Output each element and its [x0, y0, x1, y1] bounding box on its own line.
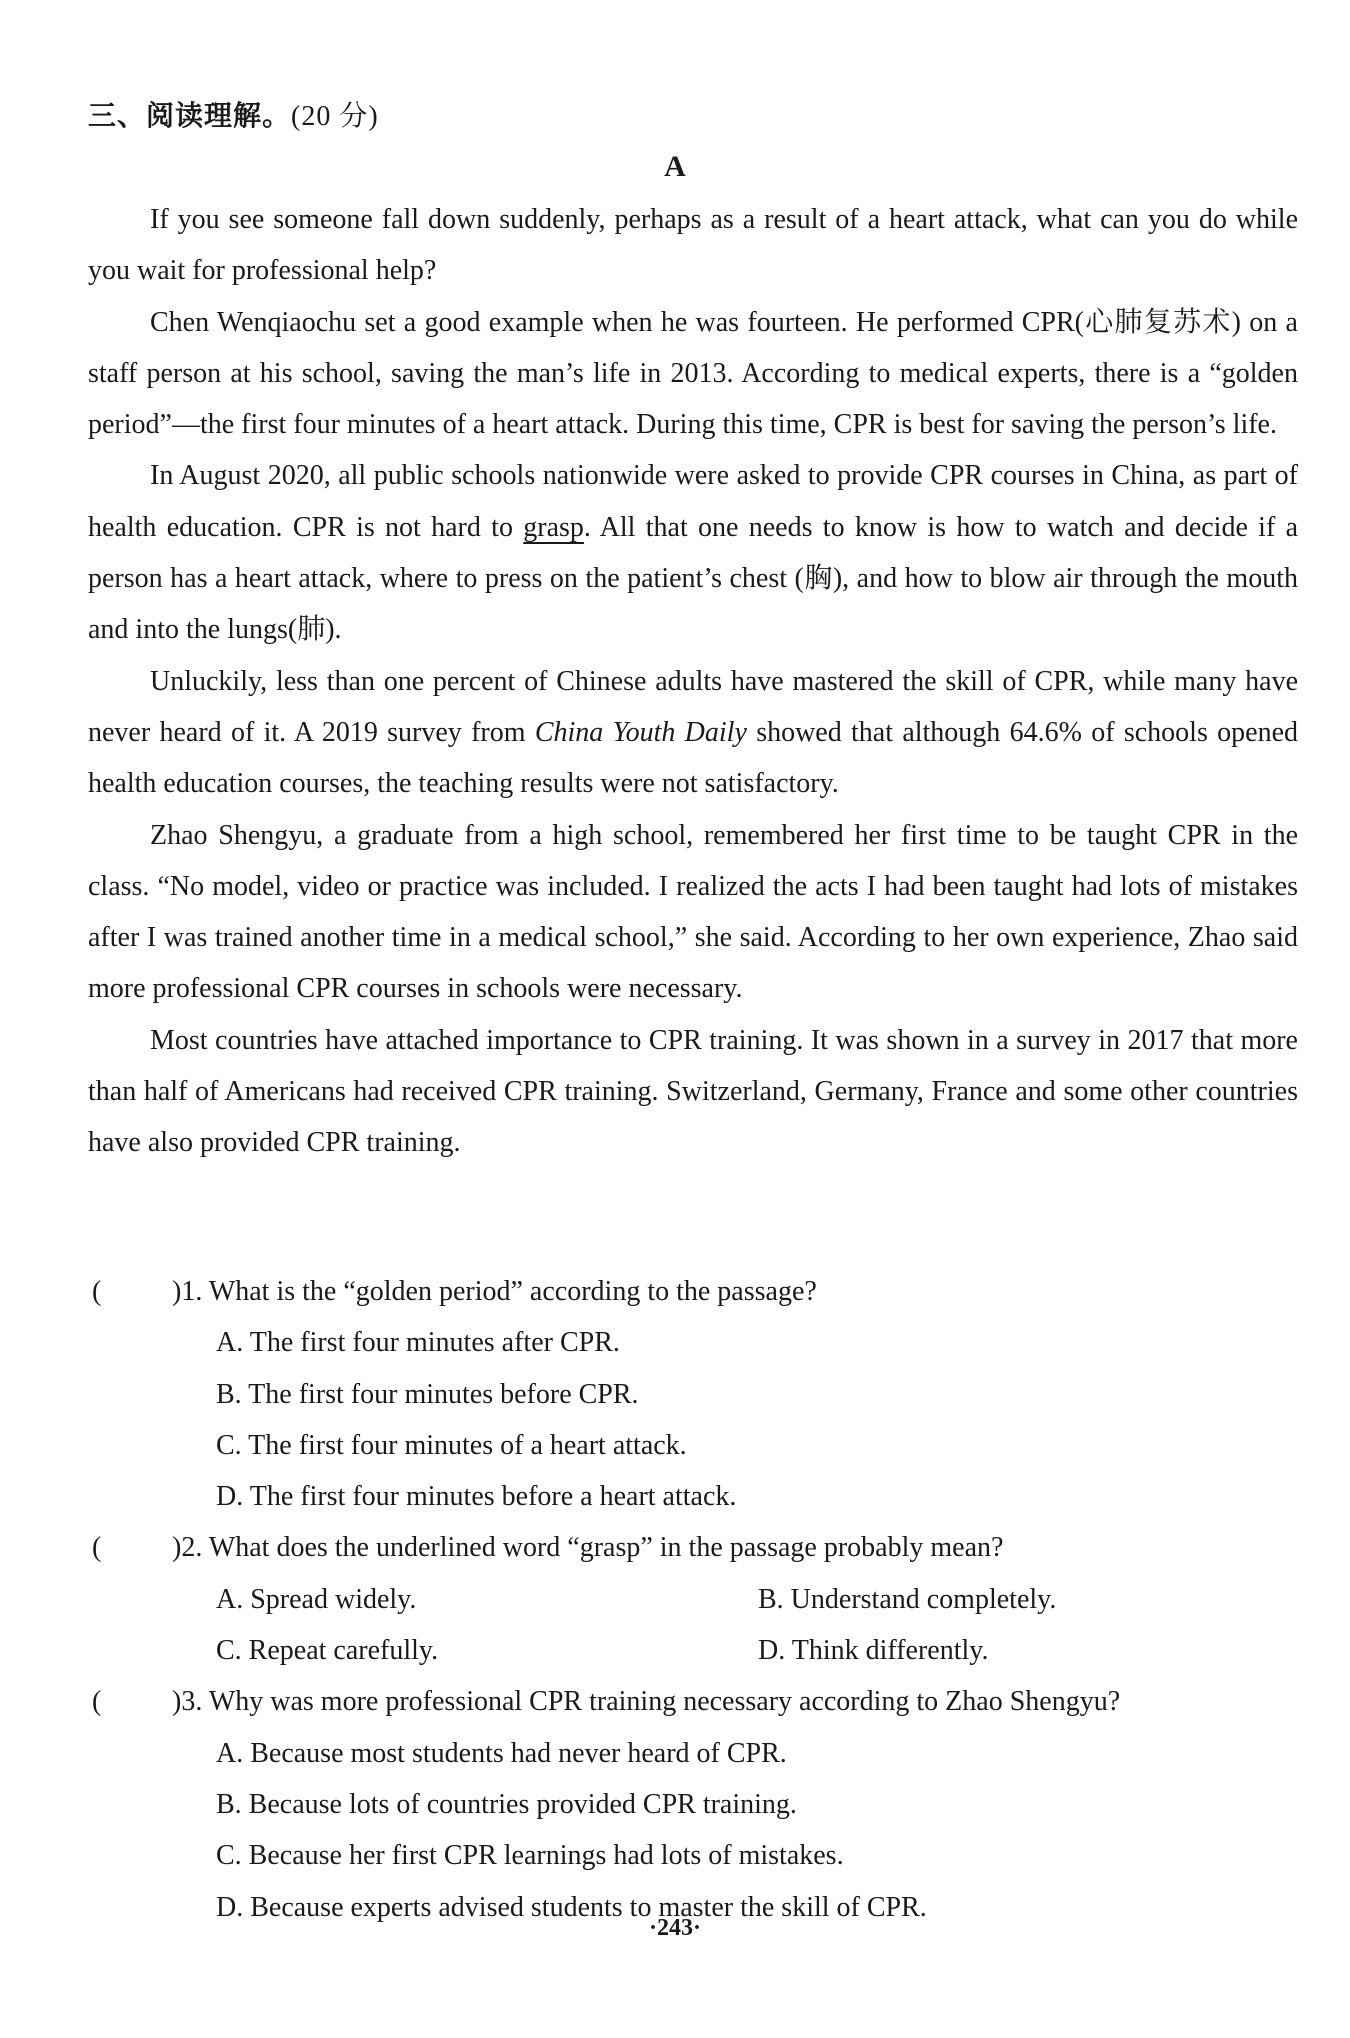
question-2-options-row-1 — [88, 1574, 1298, 1625]
section-heading — [88, 94, 379, 134]
question-2 — [88, 1522, 1298, 1573]
paragraph-5: Zhao Shengyu, a graduate from a high school, remembered her first time to be taught CPR in the class. “No model, video or practice was included. I realized the acts I had been taught had lots of mistakes after I was trained another time in a medical school,” she said. According to her own experience, Zhao said more professional CPR courses in schools were necessary. — [88, 819, 1298, 1005]
paragraph-3-part-b: . All that one needs to know is how to watch and decide if a person has a heart attack, where to press on the patient’s chest (胸), and how to blow air through the mouth and into the lungs(肺). — [88, 511, 1299, 646]
question-1-stem: )1. What is the “golden period” according to the passage? — [172, 1276, 817, 1307]
passage-label: A — [664, 150, 686, 183]
paragraph-2: Chen Wenqiaochu set a good example when he was fourteen. He performed CPR(心肺复苏术) on a staff person at his school, saving the man’s life in 2013. According to medical experts, there is a “golden period”—the first four minutes of a heart attack. During this time, CPR is best for saving the person’s life. — [88, 306, 1298, 441]
question-2-option-a: A. Spread widely. — [216, 1583, 417, 1615]
question-1-option-d: D. The first four minutes before a heart attack. — [216, 1481, 737, 1513]
question-2-option-c: C. Repeat carefully. — [216, 1635, 439, 1667]
question-3-option-d: D. Because experts advised students to master the skill of CPR. — [216, 1891, 927, 1923]
newspaper-title: China Youth Daily — [534, 716, 747, 748]
question-2-options-row-2 — [88, 1625, 1298, 1676]
paragraph-3 — [88, 450, 1298, 655]
page-number: ·243· — [648, 1915, 701, 1941]
section-title: 三、阅读理解。 — [88, 101, 292, 132]
answer-blank-open: ( — [92, 1532, 102, 1564]
answer-blank-open: ( — [92, 1276, 102, 1307]
underlined-word-grasp: grasp — [523, 511, 584, 543]
paragraph-6: Most countries have attached importance to CPR training. It was shown in a survey in 2017 that more than half of Americans had received CPR training. Switzerland, Germany, France and some other countries have also provided CPR training. — [88, 1024, 1298, 1159]
answer-blank-open: ( — [92, 1686, 102, 1718]
question-1-option-a: A. The first four minutes after CPR. — [216, 1327, 620, 1359]
question-1 — [88, 1266, 1298, 1317]
question-2-stem: )2. What does the underlined word “grasp” in the passage probably mean? — [172, 1532, 1004, 1564]
reading-passage — [88, 194, 1298, 1169]
question-list — [88, 1266, 1298, 1933]
paragraph-3-part-a: In August 2020, all public schools nationwide were asked to provide CPR courses in China, as part of health education. CPR is not hard to — [88, 460, 1298, 543]
question-3-option-a: A. Because most students had never heard of CPR. — [216, 1737, 787, 1769]
paragraph-4-part-b: showed that although 64.6% of schools opened health education courses, the teaching results were not satisfactory. — [88, 716, 1298, 800]
question-3-stem: )3. Why was more professional CPR training necessary according to Zhao Shengyu? — [172, 1686, 1121, 1718]
paragraph-1: If you see someone fall down suddenly, perhaps as a result of a heart attack, what can you do while you wait for professional help? — [88, 204, 1298, 287]
question-3-option-c: C. Because her first CPR learnings had lots of mistakes. — [216, 1840, 844, 1872]
section-score: (20 分) — [291, 101, 379, 132]
paragraph-4 — [88, 656, 1298, 810]
paragraph-4-part-a: Unluckily, less than one percent of Chinese adults have mastered the skill of CPR, while many have never heard of it. A 2019 survey from — [88, 665, 1298, 748]
question-3-option-b: B. Because lots of countries provided CPR training. — [216, 1788, 797, 1820]
question-1-option-b: B. The first four minutes before CPR. — [216, 1378, 639, 1410]
question-1-option-c: C. The first four minutes of a heart attack. — [216, 1429, 687, 1461]
question-3 — [88, 1676, 1298, 1727]
question-2-option-d: D. Think differently. — [758, 1635, 989, 1667]
question-2-option-b: B. Understand completely. — [758, 1583, 1057, 1615]
